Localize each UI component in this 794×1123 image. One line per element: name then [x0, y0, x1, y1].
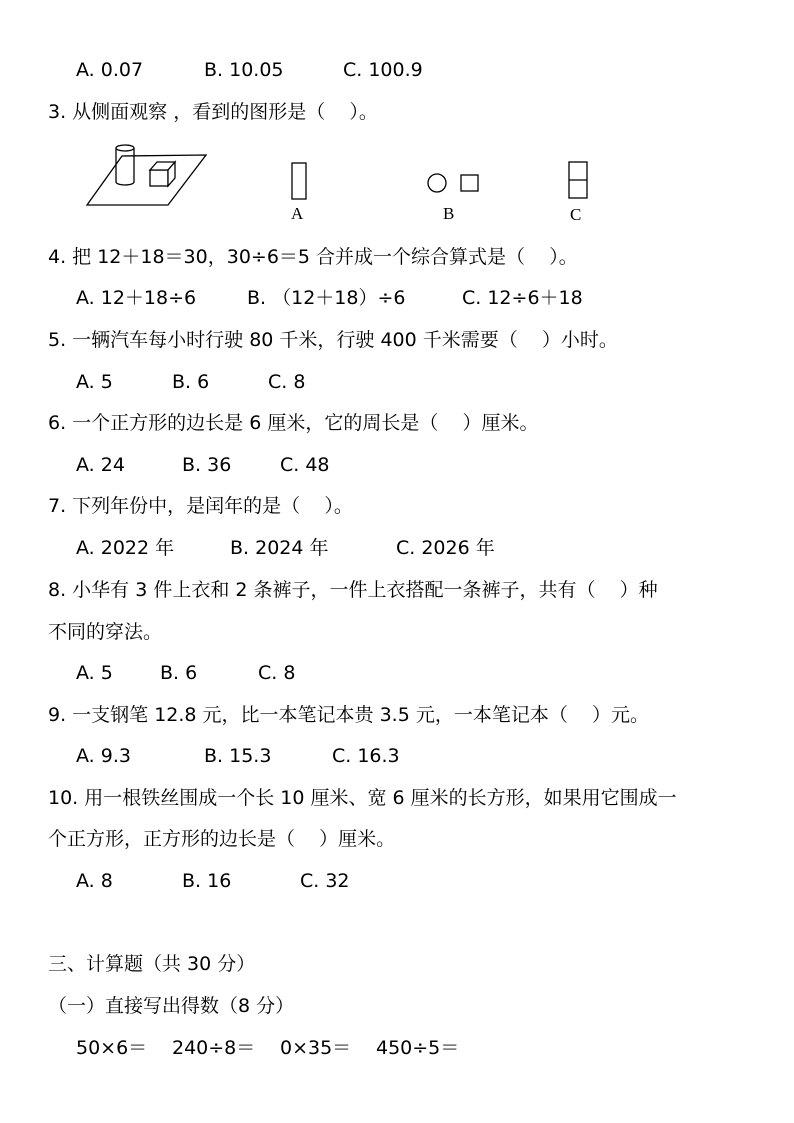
q2-option-a: A. 0.07	[76, 59, 144, 81]
q4-option-a: A. 12＋18÷6	[76, 287, 197, 309]
q6-option-a: A. 24	[76, 454, 125, 476]
q8-option-a: A. 5	[76, 662, 113, 684]
q5-text: 5. 一辆汽车每小时行驶 80 千米，行驶 400 千米需要（ ）小时。	[48, 329, 618, 351]
q10-text: 10. 用一根铁丝围成一个长 10 厘米、宽 6 厘米的长方形，如果用它围成一	[48, 787, 677, 809]
q3-label-c: C	[570, 205, 582, 224]
q8-text-continued: 不同的穿法。	[48, 621, 163, 643]
q8-option-c: C. 8	[258, 662, 296, 684]
q2-option-b: B. 10.05	[204, 59, 284, 81]
q2-option-c: C. 100.9	[343, 59, 423, 81]
q9-option-b: B. 15.3	[204, 745, 272, 767]
section-3-subsection-1-title: （一）直接写出得数（8 分）	[48, 995, 295, 1017]
q6-option-c: C. 48	[280, 454, 330, 476]
q4-text: 4. 把 12＋18＝30，30÷6＝5 合并成一个综合算式是（ ）。	[48, 246, 578, 268]
q3-label-a: A	[291, 204, 304, 223]
q8-option-b: B. 6	[160, 662, 198, 684]
q10-option-a: A. 8	[76, 870, 113, 892]
q3-option-a-figure	[291, 162, 307, 202]
q3-text: 3. 从侧面观察 ，看到的图形是（ ）。	[48, 101, 378, 123]
q3-option-b-figure	[426, 173, 482, 195]
q10-text-continued: 个正方形，正方形的边长是（ ）厘米。	[48, 828, 396, 850]
q3-option-c-figure	[568, 161, 590, 203]
q4-option-c: C. 12÷6＋18	[462, 287, 583, 309]
q9-option-c: C. 16.3	[332, 745, 400, 767]
q7-text: 7. 下列年份中，是闰年的是（ ）。	[48, 495, 353, 517]
calc-problem-3: 0×35＝	[280, 1037, 352, 1059]
calc-problem-2: 240÷8＝	[172, 1037, 256, 1059]
q5-option-a: A. 5	[76, 371, 113, 393]
q5-option-b: B. 6	[172, 371, 210, 393]
calc-problem-4: 450÷5＝	[376, 1037, 460, 1059]
q6-option-b: B. 36	[182, 454, 232, 476]
q5-option-c: C. 8	[268, 371, 306, 393]
q9-text: 9. 一支钢笔 12.8 元，比一本笔记本贵 3.5 元，一本笔记本（ ）元。	[48, 704, 650, 726]
q7-option-c: C. 2026 年	[396, 537, 495, 559]
q9-option-a: A. 9.3	[76, 745, 131, 767]
q10-option-c: C. 32	[300, 870, 350, 892]
q8-text: 8. 小华有 3 件上衣和 2 条裤子，一件上衣搭配一条裤子，共有（ ）种	[48, 579, 658, 601]
q4-option-b: B. （12＋18）÷6	[247, 287, 406, 309]
q10-option-b: B. 16	[182, 870, 232, 892]
q7-option-b: B. 2024 年	[230, 537, 329, 559]
q3-label-b: B	[443, 204, 455, 223]
q3-scene-figure	[84, 140, 209, 210]
q6-text: 6. 一个正方形的边长是 6 厘米，它的周长是（ ）厘米。	[48, 412, 539, 434]
q7-option-a: A. 2022 年	[76, 537, 175, 559]
calc-problem-1: 50×6＝	[76, 1037, 148, 1059]
section-3-title: 三、计算题（共 30 分）	[48, 953, 256, 975]
